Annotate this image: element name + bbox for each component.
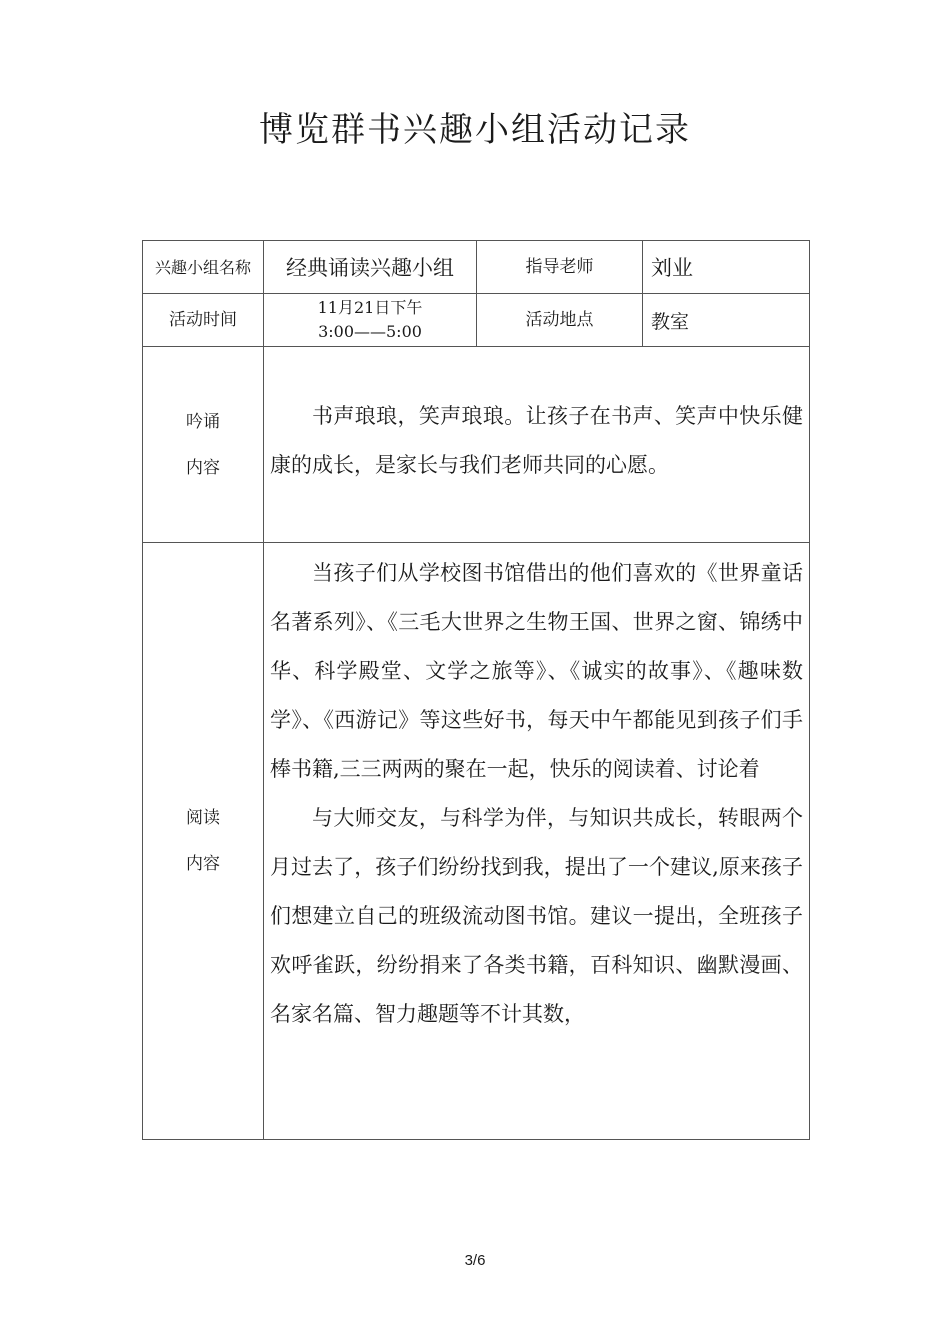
teacher-value: 刘业 bbox=[643, 241, 810, 294]
recite-label-line2: 内容 bbox=[186, 457, 220, 478]
recite-label-line1: 吟诵 bbox=[186, 411, 220, 432]
recite-text: 书声琅琅，笑声琅琅。让孩子在书声、笑声中快乐健康的成长，是家长与我们老师共同的心愿。 bbox=[270, 403, 803, 477]
reading-paragraph: 与大师交友，与科学为伴，与知识共成长，转眼两个月过去了，孩子们纷纷找到我，提出了一个建议,原来孩子们想建立自己的班级流动图书馆。建议一提出，全班孩子欢呼雀跃，纷纷捐来了各类书籍，百科知识、幽默漫画、名家名篇、智力趣题等不计其数， bbox=[270, 806, 803, 1026]
group-name-label-text: 兴趣小组名称 bbox=[154, 257, 251, 277]
reading-content bbox=[264, 543, 810, 1140]
table-row bbox=[143, 543, 810, 1140]
recite-content bbox=[264, 347, 810, 543]
place-label: 活动地点 bbox=[477, 294, 643, 347]
page-title: 博览群书兴趣小组活动记录 bbox=[259, 110, 691, 150]
reading-label bbox=[143, 543, 264, 1140]
group-name-value: 经典诵读兴趣小组 bbox=[264, 241, 477, 294]
table-row bbox=[143, 294, 810, 347]
table-row bbox=[143, 241, 810, 294]
reading-label-line1: 阅读 bbox=[186, 808, 220, 828]
page-number: 3/6 bbox=[464, 1252, 486, 1269]
reading-paragraph: 当孩子们从学校图书馆借出的他们喜欢的《世界童话名著系列》、《三毛大世界之生物王国、世界之窗、锦绣中华、科学殿堂、文学之旅等》、《诚实的故事》、《趣味数学》、《西游记》等这些好书，每天中午都能见到孩子们手棒书籍,三三两两的聚在一起，快乐的阅读着、讨论着 bbox=[270, 561, 803, 781]
time-value-line1: 11月21日下午 bbox=[317, 298, 423, 317]
reading-label-line2: 内容 bbox=[186, 854, 220, 874]
time-value bbox=[264, 294, 477, 347]
activity-record-table bbox=[142, 240, 810, 1140]
group-name-label bbox=[143, 241, 264, 294]
table-row bbox=[143, 347, 810, 543]
recite-label bbox=[143, 347, 264, 543]
teacher-label: 指导老师 bbox=[477, 241, 643, 294]
time-label: 活动时间 bbox=[143, 294, 264, 347]
place-value: 教室 bbox=[643, 294, 810, 347]
time-value-line2: 3:00——5:00 bbox=[318, 322, 422, 341]
